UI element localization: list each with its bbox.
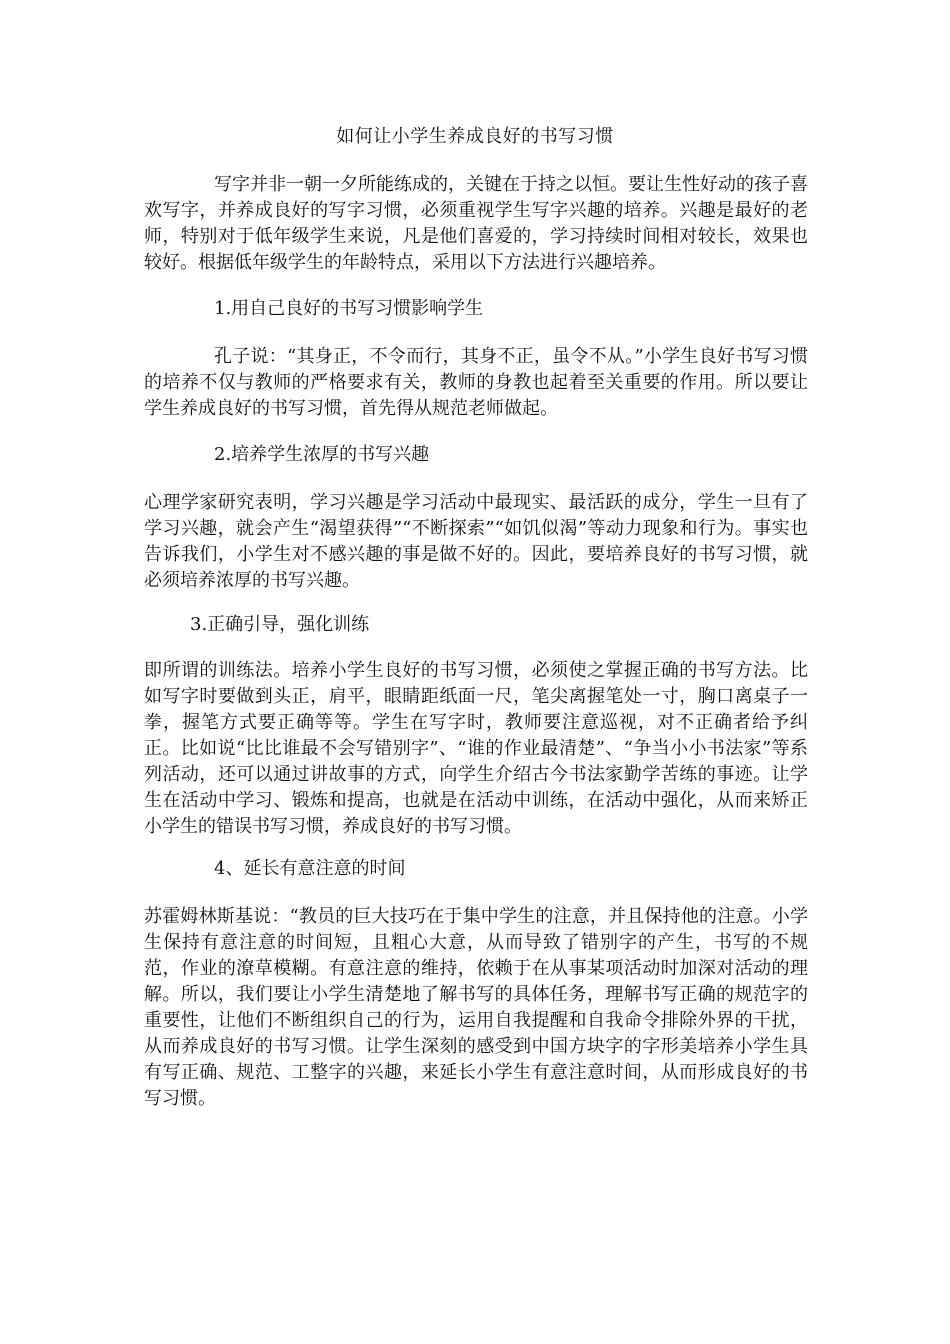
section-body-3: 即所谓的训练法。培养小学生良好的书写习惯，必须使之掌握正确的书写方法。比如写字时要做到头正，肩平，眼睛距纸面一尺，笔尖离握笔处一寸，胸口离桌子一拳，握笔方式要正确等等。学生在写字时，教师要注意巡视，对不正确者给予纠正。比如说“比比谁最不会写错别字”、“谁的作业最清楚”、“争当小小书法家”等系列活动，还可以通过讲故事的方式，向学生介绍古今书法家勤学苦练的事迹。让学生在活动中学习、锻炼和提高，也就是在活动中训练，在活动中强化，从而来矫正小学生的错误书写习惯，养成良好的书写习惯。 [144, 660, 808, 837]
section-heading-4: 4、延长有意注意的时间 [214, 858, 406, 879]
section-body-4: 苏霍姆林斯基说：“教员的巨大技巧在于集中学生的注意，并且保持他的注意。小学生保持有意注意的时间短，且粗心大意，从而导致了错别字的产生，书写的不规范，作业的潦草模糊。有意注意的维持，依赖于在从事某项活动时加深对活动的理解。所以，我们要让小学生清楚地了解书写的具体任务，理解书写正确的规范字的重要性，让他们不断组织自己的行为，运用自我提醒和自我命令排除外界的干扰，从而养成良好的书写习惯。让学生深刻的感受到中国方块字的字形美培养小学生具有写正确、规范、工整字的兴趣，来延长小学生有意注意时间，从而形成良好的书写习惯。 [144, 906, 808, 1109]
section-body-2: 心理学家研究表明，学习兴趣是学习活动中最现实、最活跃的成分，学生一旦有了学习兴趣，就会产生“渴望获得”“不断探索”“如饥似渴”等动力现象和行为。事实也告诉我们，小学生对不感兴趣的事是做不好的。因此，要培养良好的书写习惯，就必须培养浓厚的书写兴趣。 [144, 492, 808, 591]
section-heading-3: 3.正确引导，强化训练 [190, 614, 370, 635]
document-title: 如何让小学生养成良好的书写习惯 [336, 126, 614, 147]
section-heading-2: 2.培养学生浓厚的书写兴趣 [214, 444, 430, 465]
intro-paragraph: 写字并非一朝一夕所能练成的，关键在于持之以恒。要让生性好动的孩子喜欢写字，并养成良好的写字习惯，必须重视学生写字兴趣的培养。兴趣是最好的老师，特别对于低年级学生来说，凡是他们喜爱的，学习持续时间相对较长，效果也较好。根据低年级学生的年龄特点，采用以下方法进行兴趣培养。 [144, 174, 808, 273]
section-body-1: 孔子说：“其身正，不令而行，其身不正，虽令不从。”小学生良好书写习惯的培养不仅与教师的严格要求有关，教师的身教也起着至关重要的作用。所以要让学生养成良好的书写习惯，首先得从规范老师做起。 [144, 346, 808, 419]
section-heading-1: 1.用自己良好的书写习惯影响学生 [214, 298, 484, 319]
